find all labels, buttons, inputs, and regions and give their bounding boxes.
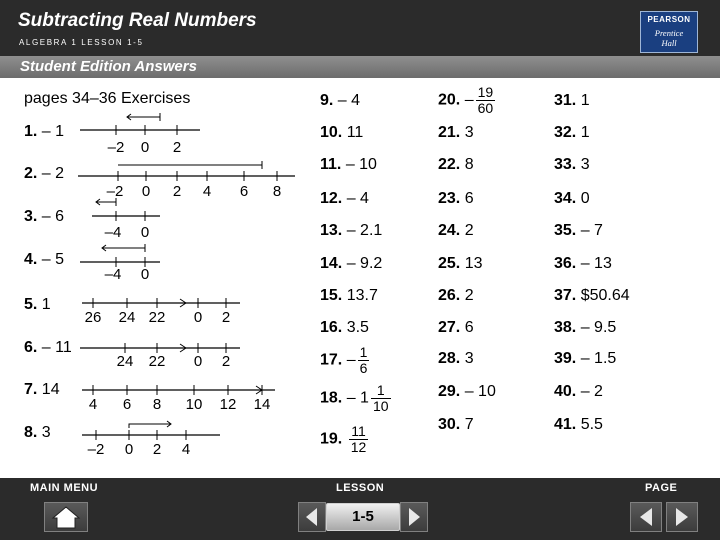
answer-8: 8. 3 xyxy=(24,424,51,441)
tick-label: 10 xyxy=(185,396,203,413)
page-title: Subtracting Real Numbers xyxy=(18,10,257,31)
previous-page-button[interactable] xyxy=(630,502,662,532)
next-page-button[interactable] xyxy=(666,502,698,532)
previous-lesson-button[interactable] xyxy=(298,502,326,532)
tick-label: –4 xyxy=(104,224,122,241)
home-icon xyxy=(45,503,87,531)
number-line-7 xyxy=(82,385,275,413)
tick-label: 4 xyxy=(88,396,98,413)
answer-41: 41. 5.5 xyxy=(554,416,603,433)
tick-label: –2 xyxy=(106,183,124,200)
answer-13: 13. – 2.1 xyxy=(320,222,383,239)
answer-10: 10. 11 xyxy=(320,124,364,141)
tick-label: 0 xyxy=(193,353,203,370)
tick-label: 4 xyxy=(202,183,212,200)
answer-5: 5. 1 xyxy=(24,296,51,313)
answer-26: 26. 2 xyxy=(438,287,474,304)
answer-32: 32. 1 xyxy=(554,124,590,141)
answer-3: 3. – 6 xyxy=(24,208,65,225)
answer-31: 31. 1 xyxy=(554,92,590,109)
number-line-3 xyxy=(92,198,160,241)
answer-39: 39. – 1.5 xyxy=(554,350,617,367)
tick-label: 2 xyxy=(172,183,182,200)
tick-label: 0 xyxy=(140,139,150,156)
tick-label: 0 xyxy=(141,183,151,200)
answer-16: 16. 3.5 xyxy=(320,319,369,336)
pearson-logo xyxy=(640,11,698,53)
logo-imprint-line1: Prentice xyxy=(654,28,684,38)
exercises-heading: pages 34–36 Exercises xyxy=(24,90,191,107)
answer-30: 30. 7 xyxy=(438,416,474,433)
tick-label: –4 xyxy=(104,266,122,283)
arrow-left-icon xyxy=(299,503,325,531)
number-line-8 xyxy=(82,421,220,458)
answer-1: 1. – 1 xyxy=(24,123,65,140)
answer-21: 21. 3 xyxy=(438,124,474,141)
tick-label: 0 xyxy=(140,266,150,283)
logo-imprint-line2: Hall xyxy=(661,38,677,48)
arrow-right-icon xyxy=(401,503,427,531)
answer-36: 36. – 13 xyxy=(554,255,612,272)
tick-label: 12 xyxy=(219,396,237,413)
answer-38: 38. – 9.5 xyxy=(554,319,617,336)
tick-label: 8 xyxy=(272,183,282,200)
answer-37: 37. $50.64 xyxy=(554,287,630,304)
tick-label: 22 xyxy=(148,309,166,326)
answer-12: 12. – 4 xyxy=(320,190,369,207)
answer-25: 25. 13 xyxy=(438,255,483,272)
logo-imprint xyxy=(641,28,697,48)
answer-19: 19. $\frac{11}{12}$ xyxy=(320,423,367,455)
number-line-4 xyxy=(80,244,160,283)
tick-label: 0 xyxy=(193,309,203,326)
logo-brand: PEARSON xyxy=(647,15,691,24)
tick-label: 2 xyxy=(152,441,162,458)
answer-2: 2. – 2 xyxy=(24,165,65,182)
arrow-right-icon xyxy=(667,503,697,531)
tick-label: 26 xyxy=(84,309,102,326)
answer-23: 23. 6 xyxy=(438,190,474,207)
tick-label: 6 xyxy=(122,396,132,413)
answer-6: 6. – 11 xyxy=(24,339,72,356)
arrow-left-icon xyxy=(631,503,661,531)
answer-20: 20. – $\frac{19}{60}$ xyxy=(438,84,494,116)
answer-11: 11. – 10 xyxy=(320,156,377,173)
tick-label: 2 xyxy=(221,309,231,326)
number-line-1 xyxy=(80,113,200,156)
answer-35: 35. – 7 xyxy=(554,222,603,239)
tick-label: 14 xyxy=(253,396,271,413)
tick-label: –2 xyxy=(87,441,105,458)
tick-label: 2 xyxy=(172,139,182,156)
answer-28: 28. 3 xyxy=(438,350,474,367)
number-line-2 xyxy=(78,161,295,200)
answer-27: 27. 6 xyxy=(438,319,474,336)
main-menu-label: MAIN MENU xyxy=(30,482,99,494)
answer-14: 14. – 9.2 xyxy=(320,255,383,272)
answer-7: 7. 14 xyxy=(24,381,60,398)
answer-18: 18. – 1 $\frac{1}{10}$ xyxy=(320,382,389,414)
number-line-5 xyxy=(82,298,240,326)
page-label: PAGE xyxy=(645,482,678,494)
tick-label: 4 xyxy=(181,441,191,458)
main-menu-button[interactable] xyxy=(44,502,88,532)
answer-29: 29. – 10 xyxy=(438,383,496,400)
section-label: Student Edition Answers xyxy=(20,58,197,75)
number-lines xyxy=(0,0,320,478)
tick-label: 0 xyxy=(140,224,150,241)
number-line-6 xyxy=(80,343,240,370)
tick-label: 2 xyxy=(221,353,231,370)
answer-9: 9. – 4 xyxy=(320,92,361,109)
tick-label: 22 xyxy=(148,353,166,370)
tick-label: 24 xyxy=(116,353,134,370)
answer-17: 17. – $\frac{1}{6}$ xyxy=(320,344,368,376)
lesson-subtitle: ALGEBRA 1 LESSON 1-5 xyxy=(19,38,144,47)
next-lesson-button[interactable] xyxy=(400,502,428,532)
answer-33: 33. 3 xyxy=(554,156,590,173)
tick-label: 24 xyxy=(118,309,136,326)
answer-24: 24. 2 xyxy=(438,222,474,239)
tick-label: –2 xyxy=(107,139,125,156)
tick-label: 8 xyxy=(152,396,162,413)
answer-22: 22. 8 xyxy=(438,156,474,173)
lesson-number: 1-5 xyxy=(326,503,400,531)
answer-34: 34. 0 xyxy=(554,190,590,207)
tick-label: 0 xyxy=(124,441,134,458)
answer-40: 40. – 2 xyxy=(554,383,603,400)
answer-15: 15. 13.7 xyxy=(320,287,378,304)
tick-label: 6 xyxy=(239,183,249,200)
lesson-label: LESSON xyxy=(336,482,385,494)
answer-4: 4. – 5 xyxy=(24,251,65,268)
